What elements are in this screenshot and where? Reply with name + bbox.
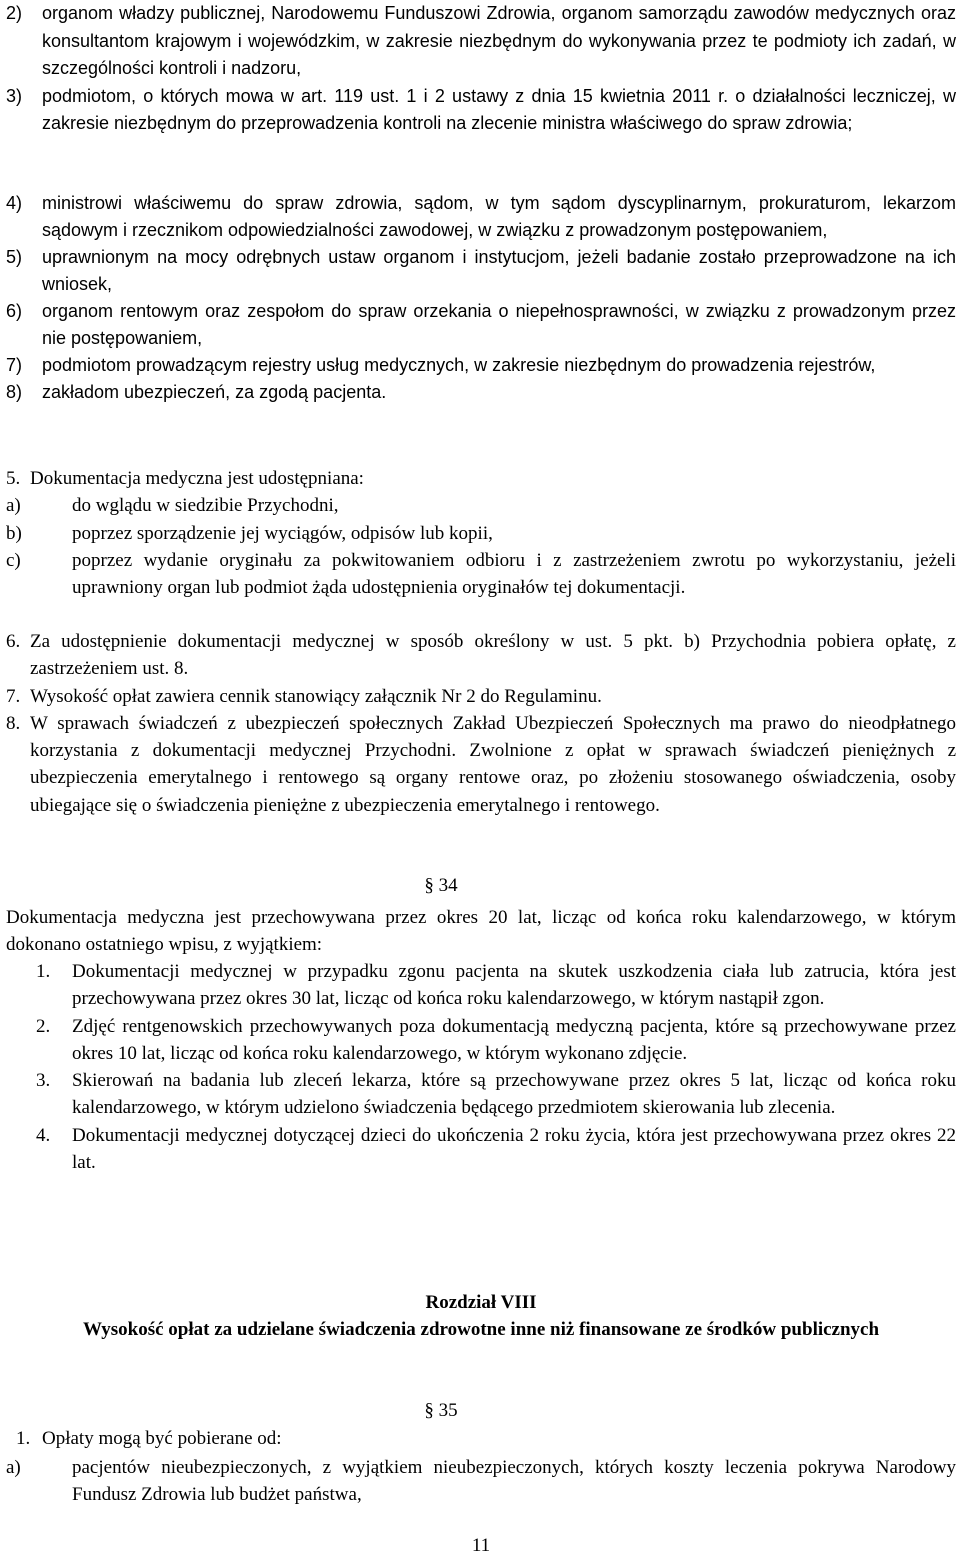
- item-text: zakładom ubezpieczeń, za zgodą pacjenta.: [42, 382, 387, 402]
- item-number: 3): [6, 85, 23, 106]
- item-number: 8): [6, 382, 23, 402]
- point-5-header: [6, 465, 956, 492]
- point-text: Za udostępnienie dokumentacji medycznej w sposób określony w ust. 5 pkt. b) Przychodnia pobiera opłatę, z zastrzeżeniem ust. 8.: [30, 631, 956, 680]
- point-5: [6, 465, 956, 601]
- section-35-heading: § 35: [424, 1400, 458, 1421]
- section-34-intro: Dokumentacja medyczna jest przechowywana przez okres 20 lat, licząc od końca roku kalendarzowego, w którym dokonano ostatniego wpisu, z wyjątkiem:: [6, 907, 956, 956]
- list-item: [36, 1013, 956, 1068]
- item-text: Skierowań na badania lub zleceń lekarza, które są przechowywane przez okres 5 lat, licząc od końca roku kalendarzowego, w którym udzielono świadczenia będącego przedmiotem skierowania lub zlecenia.: [72, 1070, 956, 1119]
- item-text: organom rentowym oraz zespołom do spraw orzekania o niepełnosprawności, w związku z prowadzonym przez nie postępowaniem,: [42, 301, 956, 348]
- disclosure-recipients-list-cont: [6, 190, 956, 406]
- point-number: 5.: [6, 468, 21, 489]
- list-item: [6, 244, 956, 298]
- list-item: [6, 190, 956, 244]
- point-text: Dokumentacja medyczna jest udostępniana:: [30, 468, 364, 489]
- disclosure-recipients-list: [6, 0, 956, 138]
- item-number: 1.: [16, 1428, 31, 1449]
- point-number: 7.: [6, 685, 21, 707]
- sub-item-text: pacjentów nieubezpieczonych, z wyjątkiem nieubezpieczonych, których koszty leczenia pokrywa Narodowy Fundusz Zdrowia lub budżet państwa,: [72, 1457, 956, 1506]
- list-item: [36, 1067, 956, 1122]
- item-text: podmiotom, o których mowa w art. 119 ust. 1 i 2 ustawy z dnia 15 kwietnia 2011 r. o działalności leczniczej, w zakresie niezbędnym do przeprowadzenia kontroli na zlecenie ministra właściwego do spraw zdrowia;: [42, 85, 956, 133]
- item-text: Opłaty mogą być pobierane od:: [42, 1428, 282, 1449]
- item-number: 6): [6, 301, 23, 321]
- item-text: ministrowi właściwemu do spraw zdrowia, sądom, w tym sądom dyscyplinarnym, prokuraturom, lekarzom sądowym i rzecznikom odpowiedzialności zawodowej, w związku z prowadzonym postępowaniem,: [42, 193, 956, 240]
- list-item: [6, 379, 956, 406]
- point-number: 6.: [6, 631, 21, 652]
- list-item: [16, 1425, 956, 1452]
- points-6-8: [6, 628, 956, 819]
- item-text: Dokumentacji medycznej w przypadku zgonu pacjenta na skutek uszkodzenia ciała lub zatrucia, która jest przechowywana przez okres 30 lat, licząc od końca roku kalendarzowego, w którym nastąpił zgon.: [72, 961, 956, 1010]
- section-34-heading: § 34: [424, 875, 458, 896]
- point-text: W sprawach świadczeń z ubezpieczeń społecznych Zakład Ubezpieczeń Społecznych ma prawo do nieodpłatnego korzystania z dokumentacji medycznej Przychodni. Zwolnione z opłat w sprawach świadczeń pieniężnych z ubezpieczenia emerytalnego i rentowego są organy rentowe oraz, po złożeniu stosowanego oświadczenia, osoby ubiegające się o świadczenia pieniężne z ubezpieczenia emerytalnego i rentowego.: [30, 712, 956, 816]
- point-number: 8.: [6, 712, 21, 734]
- item-number: 3.: [36, 1070, 51, 1092]
- sub-item-letter: b): [6, 522, 22, 544]
- item-number: 2.: [36, 1015, 51, 1037]
- sub-item-text: do wglądu w siedzibie Przychodni,: [72, 495, 339, 517]
- item-number: 5): [6, 247, 23, 267]
- sub-item: [6, 547, 956, 602]
- list-item: [36, 958, 956, 1013]
- sub-item: [6, 492, 956, 519]
- point-text: Wysokość opłat zawiera cennik stanowiący załącznik Nr 2 do Regulaminu.: [30, 685, 602, 707]
- sub-item-text: poprzez sporządzenie jej wyciągów, odpisów lub kopii,: [72, 522, 493, 544]
- chapter-title: Rozdział VIII: [425, 1292, 537, 1313]
- sub-item: [6, 1454, 956, 1509]
- point-8: [6, 710, 956, 819]
- item-text: podmiotom prowadzącym rejestry usług medycznych, w zakresie niezbędnym do prowadzenia rejestrów,: [42, 355, 876, 375]
- sub-item: [6, 520, 956, 547]
- item-number: 4.: [36, 1124, 51, 1146]
- list-item: [6, 298, 956, 352]
- item-text: uprawnionym na mocy odrębnych ustaw organom i instytucjom, jeżeli badanie zostało przeprowadzone na ich wniosek,: [42, 247, 956, 294]
- item-number: 7): [6, 355, 23, 375]
- item-number: 4): [6, 193, 23, 213]
- section-35-body: [16, 1425, 956, 1452]
- section-35-sub: [6, 1454, 956, 1509]
- item-text: Zdjęć rentgenowskich przechowywanych poza dokumentacją medyczną pacjenta, które są przechowywane przez okres 10 lat, licząc od końca roku kalendarzowego, w którym wykonano zdjęcie.: [72, 1015, 956, 1064]
- item-text: Dokumentacji medycznej dotyczącej dzieci do ukończenia 2 roku życia, która jest przechowywana przez okres 22 lat.: [72, 1124, 956, 1174]
- item-text: organom władzy publicznej, Narodowemu Funduszowi Zdrowia, organom samorządu zawodów medycznych oraz konsultantom krajowym i wojewódzkim, w zakresie niezbędnym do wykonywania przez te podmioty ich zadań, w szczególności kontroli i nadzoru,: [42, 3, 956, 78]
- list-item: [6, 83, 956, 138]
- sub-item-letter: c): [6, 549, 21, 571]
- sub-item-text: poprzez wydanie oryginału za pokwitowaniem odbioru i z zastrzeżeniem zwrotu po wykorzystaniu, jeżeli uprawniony organ lub podmiot żąda udostępnienia oryginałów tej dokumentacji.: [72, 549, 956, 599]
- page-number: 11: [471, 1535, 491, 1556]
- item-number: 1.: [36, 961, 51, 982]
- item-number: 2): [6, 3, 23, 23]
- list-item: [6, 0, 956, 83]
- list-item: [36, 1122, 956, 1177]
- sub-item-letter: a): [6, 495, 21, 517]
- sub-item-letter: a): [6, 1457, 21, 1478]
- point-6: [6, 628, 956, 683]
- chapter-subtitle: Wysokość opłat za udzielane świadczenia zdrowotne inne niż finansowane ze środków publicznych: [82, 1319, 880, 1340]
- point-7: [6, 683, 956, 710]
- list-item: [6, 352, 956, 379]
- section-34-list: [36, 958, 956, 1176]
